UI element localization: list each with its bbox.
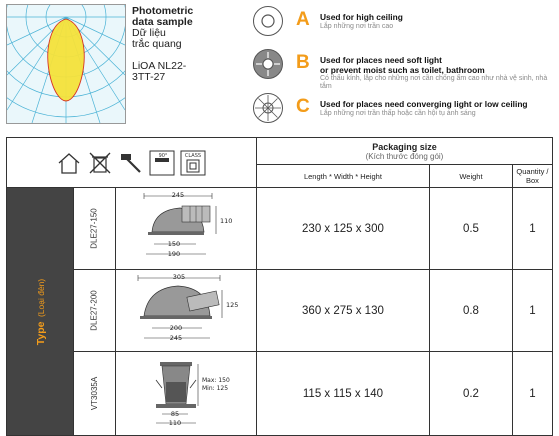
svg-text:190: 190 bbox=[167, 250, 181, 258]
col-dimensions: Length * Width * Height bbox=[256, 165, 429, 188]
model-name: VT3035A bbox=[74, 352, 115, 436]
svg-text:305: 305 bbox=[172, 273, 186, 281]
col-quantity: Quantity / Box bbox=[512, 165, 552, 188]
svg-text:CLASS: CLASS bbox=[185, 152, 202, 159]
hammer-icon bbox=[118, 150, 144, 176]
svg-text:90°: 90° bbox=[159, 152, 168, 159]
weight-value: 0.2 bbox=[429, 352, 512, 436]
soft-light-icon bbox=[253, 49, 283, 79]
type-side-label: Type (Loại đèn) bbox=[7, 188, 74, 436]
model-name: DLE27-150 bbox=[74, 188, 115, 270]
svg-text:200: 200 bbox=[169, 324, 183, 332]
feature-b-letter: B bbox=[296, 52, 310, 73]
class-ii-icon bbox=[180, 150, 206, 176]
quantity-value: 1 bbox=[512, 270, 552, 352]
svg-text:Min: 125: Min: 125 bbox=[201, 385, 228, 392]
indoor-home-icon bbox=[56, 150, 82, 176]
photometric-title: Photometric data sample bbox=[132, 5, 194, 28]
photometric-chart bbox=[6, 4, 126, 124]
quantity-value: 1 bbox=[512, 188, 552, 270]
svg-text:85: 85 bbox=[170, 410, 180, 418]
model-name: DLE27-200 bbox=[74, 270, 115, 352]
weight-value: 0.5 bbox=[429, 188, 512, 270]
photometric-model: LiOA NL22- 3TT-27 bbox=[132, 60, 187, 83]
dimension-value: 230 x 125 x 300 bbox=[256, 188, 429, 270]
svg-text:125: 125 bbox=[225, 301, 239, 309]
feature-c-text: Used for places need converging light or low ceiling Lắp những nơi trần thấp hoặc cần hội tụ ánh sáng bbox=[320, 99, 528, 117]
quantity-value: 1 bbox=[512, 352, 552, 436]
high-ceiling-icon bbox=[253, 6, 283, 36]
col-weight: Weight bbox=[429, 165, 512, 188]
feature-b-text: Used for places need soft light or prevent moist such as toilet, bathroom Có thấu kính, lắp cho những nơi cần chống ẩm cao như nhà vệ sinh, nhà tắm bbox=[320, 55, 548, 90]
dimension-value: 360 x 275 x 130 bbox=[256, 270, 429, 352]
svg-text:110: 110 bbox=[168, 419, 182, 427]
svg-text:Max: 150: Max: 150 bbox=[201, 377, 230, 384]
feature-a-text: Used for high ceiling Lắp những nơi trần cao bbox=[320, 12, 403, 30]
svg-text:150: 150 bbox=[167, 240, 181, 248]
product-drawing bbox=[115, 270, 256, 352]
feature-a-letter: A bbox=[296, 9, 310, 30]
packaging-header: Packaging size (Kích thước đóng gói) bbox=[256, 138, 552, 165]
table-row bbox=[7, 188, 553, 270]
svg-text:110: 110 bbox=[219, 217, 233, 225]
converging-light-icon bbox=[253, 93, 283, 123]
photometric-subtitle: Dữ liệu trắc quang bbox=[132, 27, 182, 50]
svg-text:245: 245 bbox=[171, 191, 185, 199]
icon-header-cell bbox=[7, 138, 257, 188]
weight-value: 0.8 bbox=[429, 270, 512, 352]
product-drawing bbox=[115, 352, 256, 436]
no-trash-icon bbox=[87, 150, 113, 176]
dimension-value: 115 x 115 x 140 bbox=[256, 352, 429, 436]
product-drawing bbox=[115, 188, 256, 270]
table-row bbox=[7, 352, 553, 436]
feature-c-letter: C bbox=[296, 96, 310, 117]
table-row bbox=[7, 270, 553, 352]
svg-text:245: 245 bbox=[169, 334, 183, 342]
tilt-angle-icon bbox=[149, 150, 175, 176]
spec-table bbox=[6, 137, 553, 436]
